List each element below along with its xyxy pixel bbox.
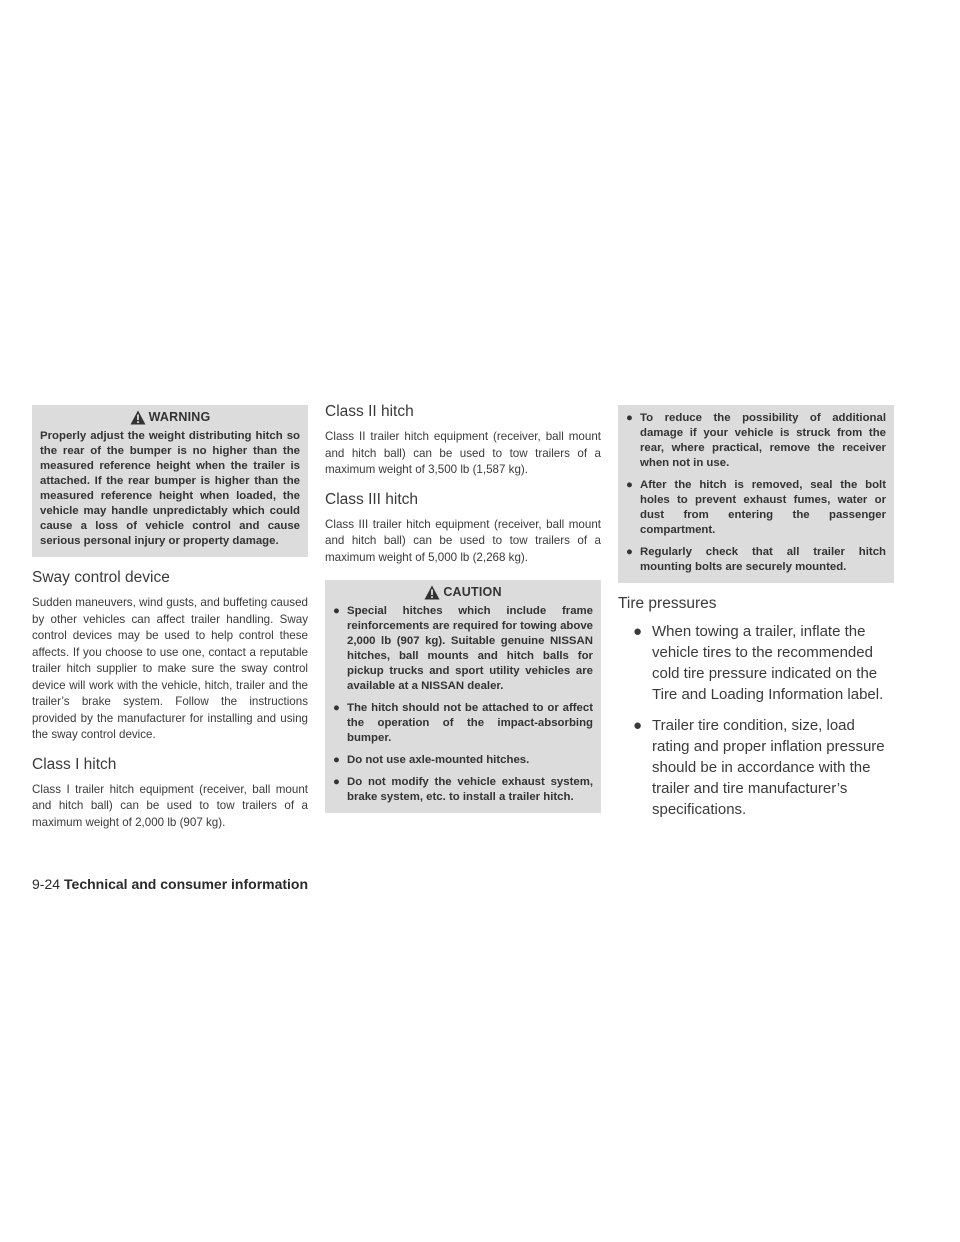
caution-box-continued	[618, 405, 894, 583]
caution-item: ● After the hitch is removed, seal the bolt holes to prevent exhaust fumes, water or dust from entering the passenger compartment.	[626, 479, 886, 536]
class3-text: Class III trailer hitch equipment (receiver, ball mount and hitch ball) can be used to tow trailers of a maximum weight of 5,000 lb (2,268 kg).	[325, 517, 601, 564]
caution-item: ● Do not use axle-mounted hitches.	[333, 754, 530, 766]
bullet-icon: ●	[632, 717, 642, 734]
caution-title: CAUTION	[443, 585, 502, 599]
list-item: ● When towing a trailer, inflate the vehicle tires to the recommended cold tire pressure indicated on the Tire and Loading Information label.	[618, 621, 894, 705]
bullet-icon: ●	[333, 776, 340, 788]
class2-text: Class II trailer hitch equipment (receiver, ball mount and hitch ball) can be used to tow trailers of a maximum weight of 3,500 lb (1,587 kg).	[325, 430, 601, 476]
page-number: 9-24	[32, 876, 61, 892]
bullet-icon: ●	[632, 623, 642, 640]
section-title: Technical and consumer information	[64, 876, 309, 892]
warning-box	[32, 405, 308, 557]
column-left	[32, 405, 308, 831]
bullet-icon: ●	[333, 702, 340, 714]
bullet-icon: ●	[333, 605, 340, 617]
warning-header	[40, 405, 300, 429]
page-footer	[32, 876, 308, 892]
caution-item: ● Do not modify the vehicle exhaust system, brake system, etc. to install a trailer hitch.	[333, 776, 593, 803]
warning-triangle-icon	[130, 410, 146, 425]
class3-heading: Class III hitch	[325, 490, 419, 508]
caution-header	[333, 580, 593, 604]
caution-item: ● The hitch should not be attached to or affect the operation of the impact-absorbing bumper.	[333, 702, 593, 744]
tire-list	[618, 621, 894, 820]
bullet-icon: ●	[626, 546, 633, 558]
caution-item: ● Special hitches which include frame reinforcements are required for towing above 2,000 lb (907 kg). Suitable genuine NISSAN hitches, ball mounts and hitch balls for pickup trucks and sport utility vehicles are available at a NISSAN dealer.	[333, 605, 593, 692]
sway-text: Sudden maneuvers, wind gusts, and buffeting caused by other vehicles can affect trailer handling. Sway control devices may be used to help control these affects. If you choose to use one, contact a reputable trailer hitch supplier to make sure the sway control device will work with the vehicle, hitch, trailer and the trailer’s brake system. Follow the instructions provided by the manufacturer for installing and using the sway control device.	[32, 596, 308, 741]
class2-heading: Class II hitch	[325, 403, 414, 420]
class1-heading: Class I hitch	[32, 755, 117, 773]
bullet-icon: ●	[626, 412, 633, 424]
bullet-icon: ●	[626, 479, 633, 491]
tire-heading: Tire pressures	[618, 595, 717, 612]
class1-text: Class I trailer hitch equipment (receiver, ball mount and hitch ball) can be used to tow trailers of a maximum weight of 2,000 lb (907 kg).	[32, 782, 308, 829]
list-item: ● Trailer tire condition, size, load rating and proper inflation pressure should be in accordance with the trailer and tire manufacturer’s specifications.	[618, 715, 894, 820]
caution-item: ● Regularly check that all trailer hitch mounting bolts are securely mounted.	[626, 546, 886, 573]
column-right	[618, 405, 894, 830]
bullet-icon: ●	[333, 754, 340, 766]
column-middle	[325, 393, 601, 813]
warning-title: WARNING	[148, 410, 211, 424]
caution-triangle-icon	[424, 585, 440, 600]
sway-heading: Sway control device	[32, 569, 170, 586]
caution-item: ● To reduce the possibility of additional damage if your vehicle is struck from the rear, where practical, remove the receiver when not in use.	[626, 412, 886, 469]
warning-text: Properly adjust the weight distributing hitch so the rear of the bumper is no higher than the measured reference height when the trailer is attached. If the rear bumper is higher than the measured reference height when loaded, the vehicle may handle unpredictably which could cause a loss of vehicle control and cause serious personal injury or property damage.	[40, 430, 300, 547]
caution-box	[325, 580, 601, 813]
